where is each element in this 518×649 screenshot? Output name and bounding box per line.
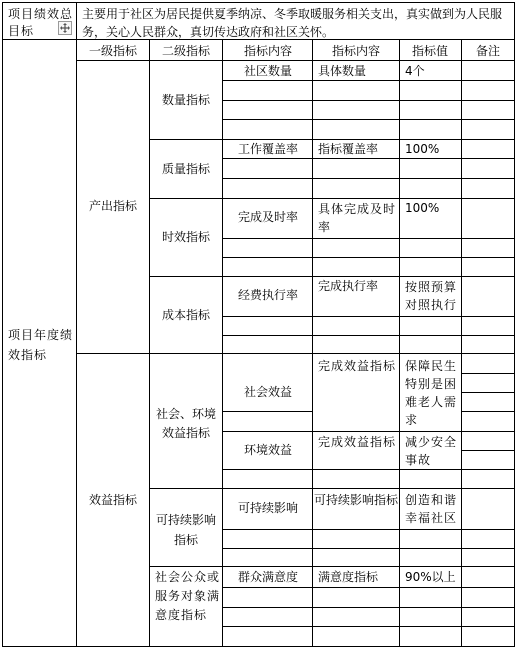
grid-line <box>222 335 515 336</box>
satisfaction-value: 90%以上 <box>405 570 456 584</box>
satisfaction-label: 社会公众或服务对象满意度指标 <box>155 570 221 622</box>
grid-line <box>2 39 515 40</box>
cost-value: 按照预算对照执行 <box>405 280 458 312</box>
grid-line <box>222 529 515 530</box>
grid-line <box>222 39 223 647</box>
column-header-remark: 备注 <box>475 44 500 58</box>
timeliness-content-b: 具体完成及时率 <box>318 202 397 234</box>
satisfaction-content-b: 满意度指标 <box>318 570 379 584</box>
sustain-content-a: 可持续影响 <box>237 501 298 515</box>
column-header-content-a: 指标内容 <box>243 44 292 58</box>
quantity-value: 4个 <box>405 64 425 78</box>
grid-line <box>399 39 400 647</box>
social-content-a: 社会效益 <box>243 385 292 399</box>
grid-line <box>222 626 515 627</box>
sustain-value: 创造和谐幸福社区 <box>405 493 458 525</box>
grid-line <box>76 353 515 354</box>
grid-line <box>312 39 313 647</box>
column-header-level2: 二级指标 <box>161 44 210 58</box>
grid-line <box>461 450 515 451</box>
social-value: 保障民生特别是困难老人需求 <box>405 359 458 427</box>
grid-line <box>222 119 515 120</box>
timeliness-label: 时效指标 <box>161 230 210 244</box>
grid-line <box>222 158 515 159</box>
grid-line <box>2 2 3 647</box>
grid-line <box>222 548 515 549</box>
column-header-content-b: 指标内容 <box>331 44 380 58</box>
cost-content-b: 完成执行率 <box>318 279 379 293</box>
column-header-level1: 一级指标 <box>88 44 137 58</box>
timeliness-value: 100% <box>405 201 440 215</box>
grid-line <box>2 2 515 3</box>
grid-line <box>149 198 515 199</box>
group-benefit: 效益指标 <box>88 493 137 507</box>
grid-line <box>149 566 515 567</box>
grid-line <box>76 2 77 647</box>
overall-goal-label: 项目绩效总目标 <box>8 7 74 38</box>
grid-line <box>2 646 515 647</box>
grid-line <box>222 238 515 239</box>
annual-indicator-label: 项目年度绩效指标 <box>8 328 74 362</box>
grid-line <box>461 39 462 647</box>
quantity-content-a: 社区数量 <box>243 64 292 78</box>
grid-line <box>149 39 150 647</box>
grid-line <box>149 139 515 140</box>
grid-line <box>76 60 515 61</box>
grid-line <box>222 316 515 317</box>
overall-goal-text: 主要用于社区为居民提供夏季纳凉、冬季取暖服务相关支出，真实做到为人民服务，关心人民群众，真切传达政府和社区关怀。 <box>82 7 503 39</box>
timeliness-content-a: 完成及时率 <box>237 210 298 224</box>
quality-value: 100% <box>405 142 440 156</box>
grid-line <box>461 392 515 393</box>
table-move-handle[interactable] <box>58 21 72 35</box>
grid-line <box>222 411 313 412</box>
grid-line <box>149 488 515 489</box>
grid-line <box>149 276 515 277</box>
social-env-label: 社会、环境效益指标 <box>155 407 216 440</box>
sustain-content-b: 可持续影响指标 <box>314 493 399 507</box>
grid-line <box>461 373 515 374</box>
quality-content-a: 工作覆盖率 <box>237 142 298 156</box>
grid-line <box>461 411 515 412</box>
cost-content-a: 经费执行率 <box>237 288 298 302</box>
sustain-label: 可持续影响指标 <box>155 513 216 547</box>
grid-line <box>222 100 515 101</box>
quality-content-b: 指标覆盖率 <box>318 142 379 156</box>
grid-line <box>222 607 515 608</box>
quality-label: 质量指标 <box>161 162 210 176</box>
group-output: 产出指标 <box>88 199 137 213</box>
grid-line <box>222 469 515 470</box>
social-content-b: 完成效益指标 <box>318 359 397 373</box>
environment-content-a: 环境效益 <box>243 443 292 457</box>
grid-line <box>222 80 515 81</box>
quantity-label: 数量指标 <box>161 93 210 107</box>
cost-label: 成本指标 <box>161 308 210 322</box>
move-arrows-icon <box>60 23 70 33</box>
satisfaction-content-a: 群众满意度 <box>237 570 298 584</box>
grid-line <box>222 257 515 258</box>
environment-value: 减少安全事故 <box>405 435 458 467</box>
grid-line <box>514 2 515 647</box>
grid-line <box>222 587 515 588</box>
environment-content-b: 完成效益指标 <box>318 435 397 449</box>
column-header-value: 指标值 <box>411 44 448 58</box>
grid-line <box>222 431 515 432</box>
quantity-content-b: 具体数量 <box>318 64 367 78</box>
grid-line <box>222 178 515 179</box>
